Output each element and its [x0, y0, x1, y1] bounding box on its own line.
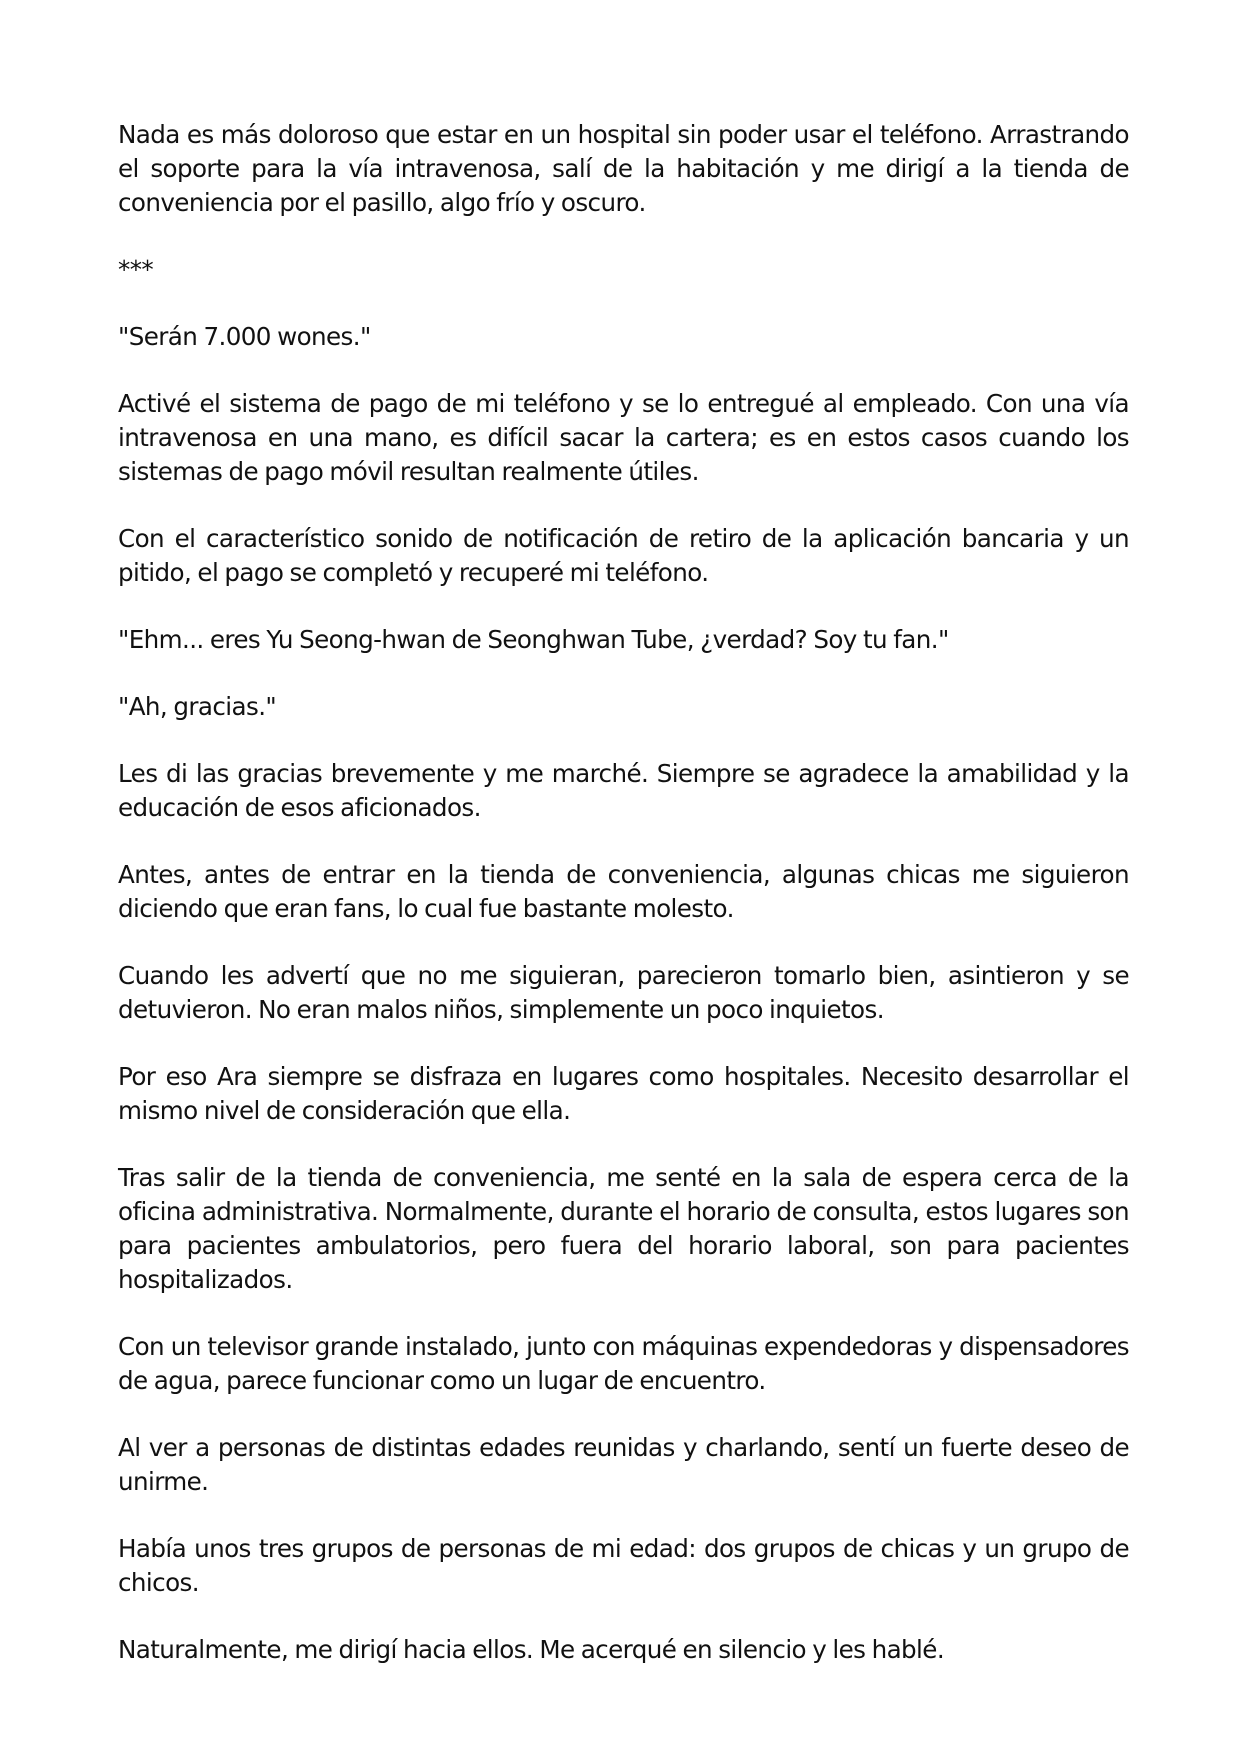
paragraph-16: Naturalmente, me dirigí hacia ellos. Me acerqué en silencio y les hablé.: [118, 1635, 945, 1664]
document-body: [118, 118, 1129, 1700]
paragraph-1: Nada es más doloroso que estar en un hospital sin poder usar el teléfono. Arrastrando el soporte para la vía intravenosa, salí de la habitación y me dirigí a la tienda de conveniencia por el pasillo, algo frío y oscuro.: [118, 120, 1129, 217]
paragraph-3: "Serán 7.000 wones.": [118, 322, 371, 351]
scene-break: ***: [118, 255, 154, 284]
paragraph-14: Al ver a personas de distintas edades reunidas y charlando, sentí un fuerte deseo de unirme.: [118, 1433, 1129, 1496]
paragraph-6: "Ehm... eres Yu Seong-hwan de Seonghwan Tube, ¿verdad? Soy tu fan.": [118, 625, 949, 654]
paragraph-12: Tras salir de la tienda de conveniencia, me senté en la sala de espera cerca de la oficina administrativa. Normalmente, durante el horario de consulta, estos lugares son para pacientes ambulatorios, pero fuera del horario laboral, son para pacientes hospitalizados.: [118, 1163, 1129, 1294]
paragraph-7: "Ah, gracias.": [118, 692, 277, 721]
paragraph-11: Por eso Ara siempre se disfraza en lugares como hospitales. Necesito desarrollar el mismo nivel de consideración que ella.: [118, 1062, 1129, 1125]
paragraph-13: Con un televisor grande instalado, junto con máquinas expendedoras y dispensadores de agua, parece funcionar como un lugar de encuentro.: [118, 1332, 1129, 1395]
paragraph-15: Había unos tres grupos de personas de mi edad: dos grupos de chicas y un grupo de chicos.: [118, 1534, 1129, 1597]
paragraph-4: Activé el sistema de pago de mi teléfono y se lo entregué al empleado. Con una vía intravenosa en una mano, es difícil sacar la cartera; es en estos casos cuando los sistemas de pago móvil resultan realmente útiles.: [118, 389, 1129, 486]
paragraph-10: Cuando les advertí que no me siguieran, parecieron tomarlo bien, asintieron y se detuvieron. No eran malos niños, simplemente un poco inquietos.: [118, 961, 1129, 1024]
paragraph-8: Les di las gracias brevemente y me marché. Siempre se agradece la amabilidad y la educación de esos aficionados.: [118, 759, 1129, 822]
paragraph-9: Antes, antes de entrar en la tienda de conveniencia, algunas chicas me siguieron diciendo que eran fans, lo cual fue bastante molesto.: [118, 860, 1129, 923]
paragraph-5: Con el característico sonido de notificación de retiro de la aplicación bancaria y un pitido, el pago se completó y recuperé mi teléfono.: [118, 524, 1129, 587]
